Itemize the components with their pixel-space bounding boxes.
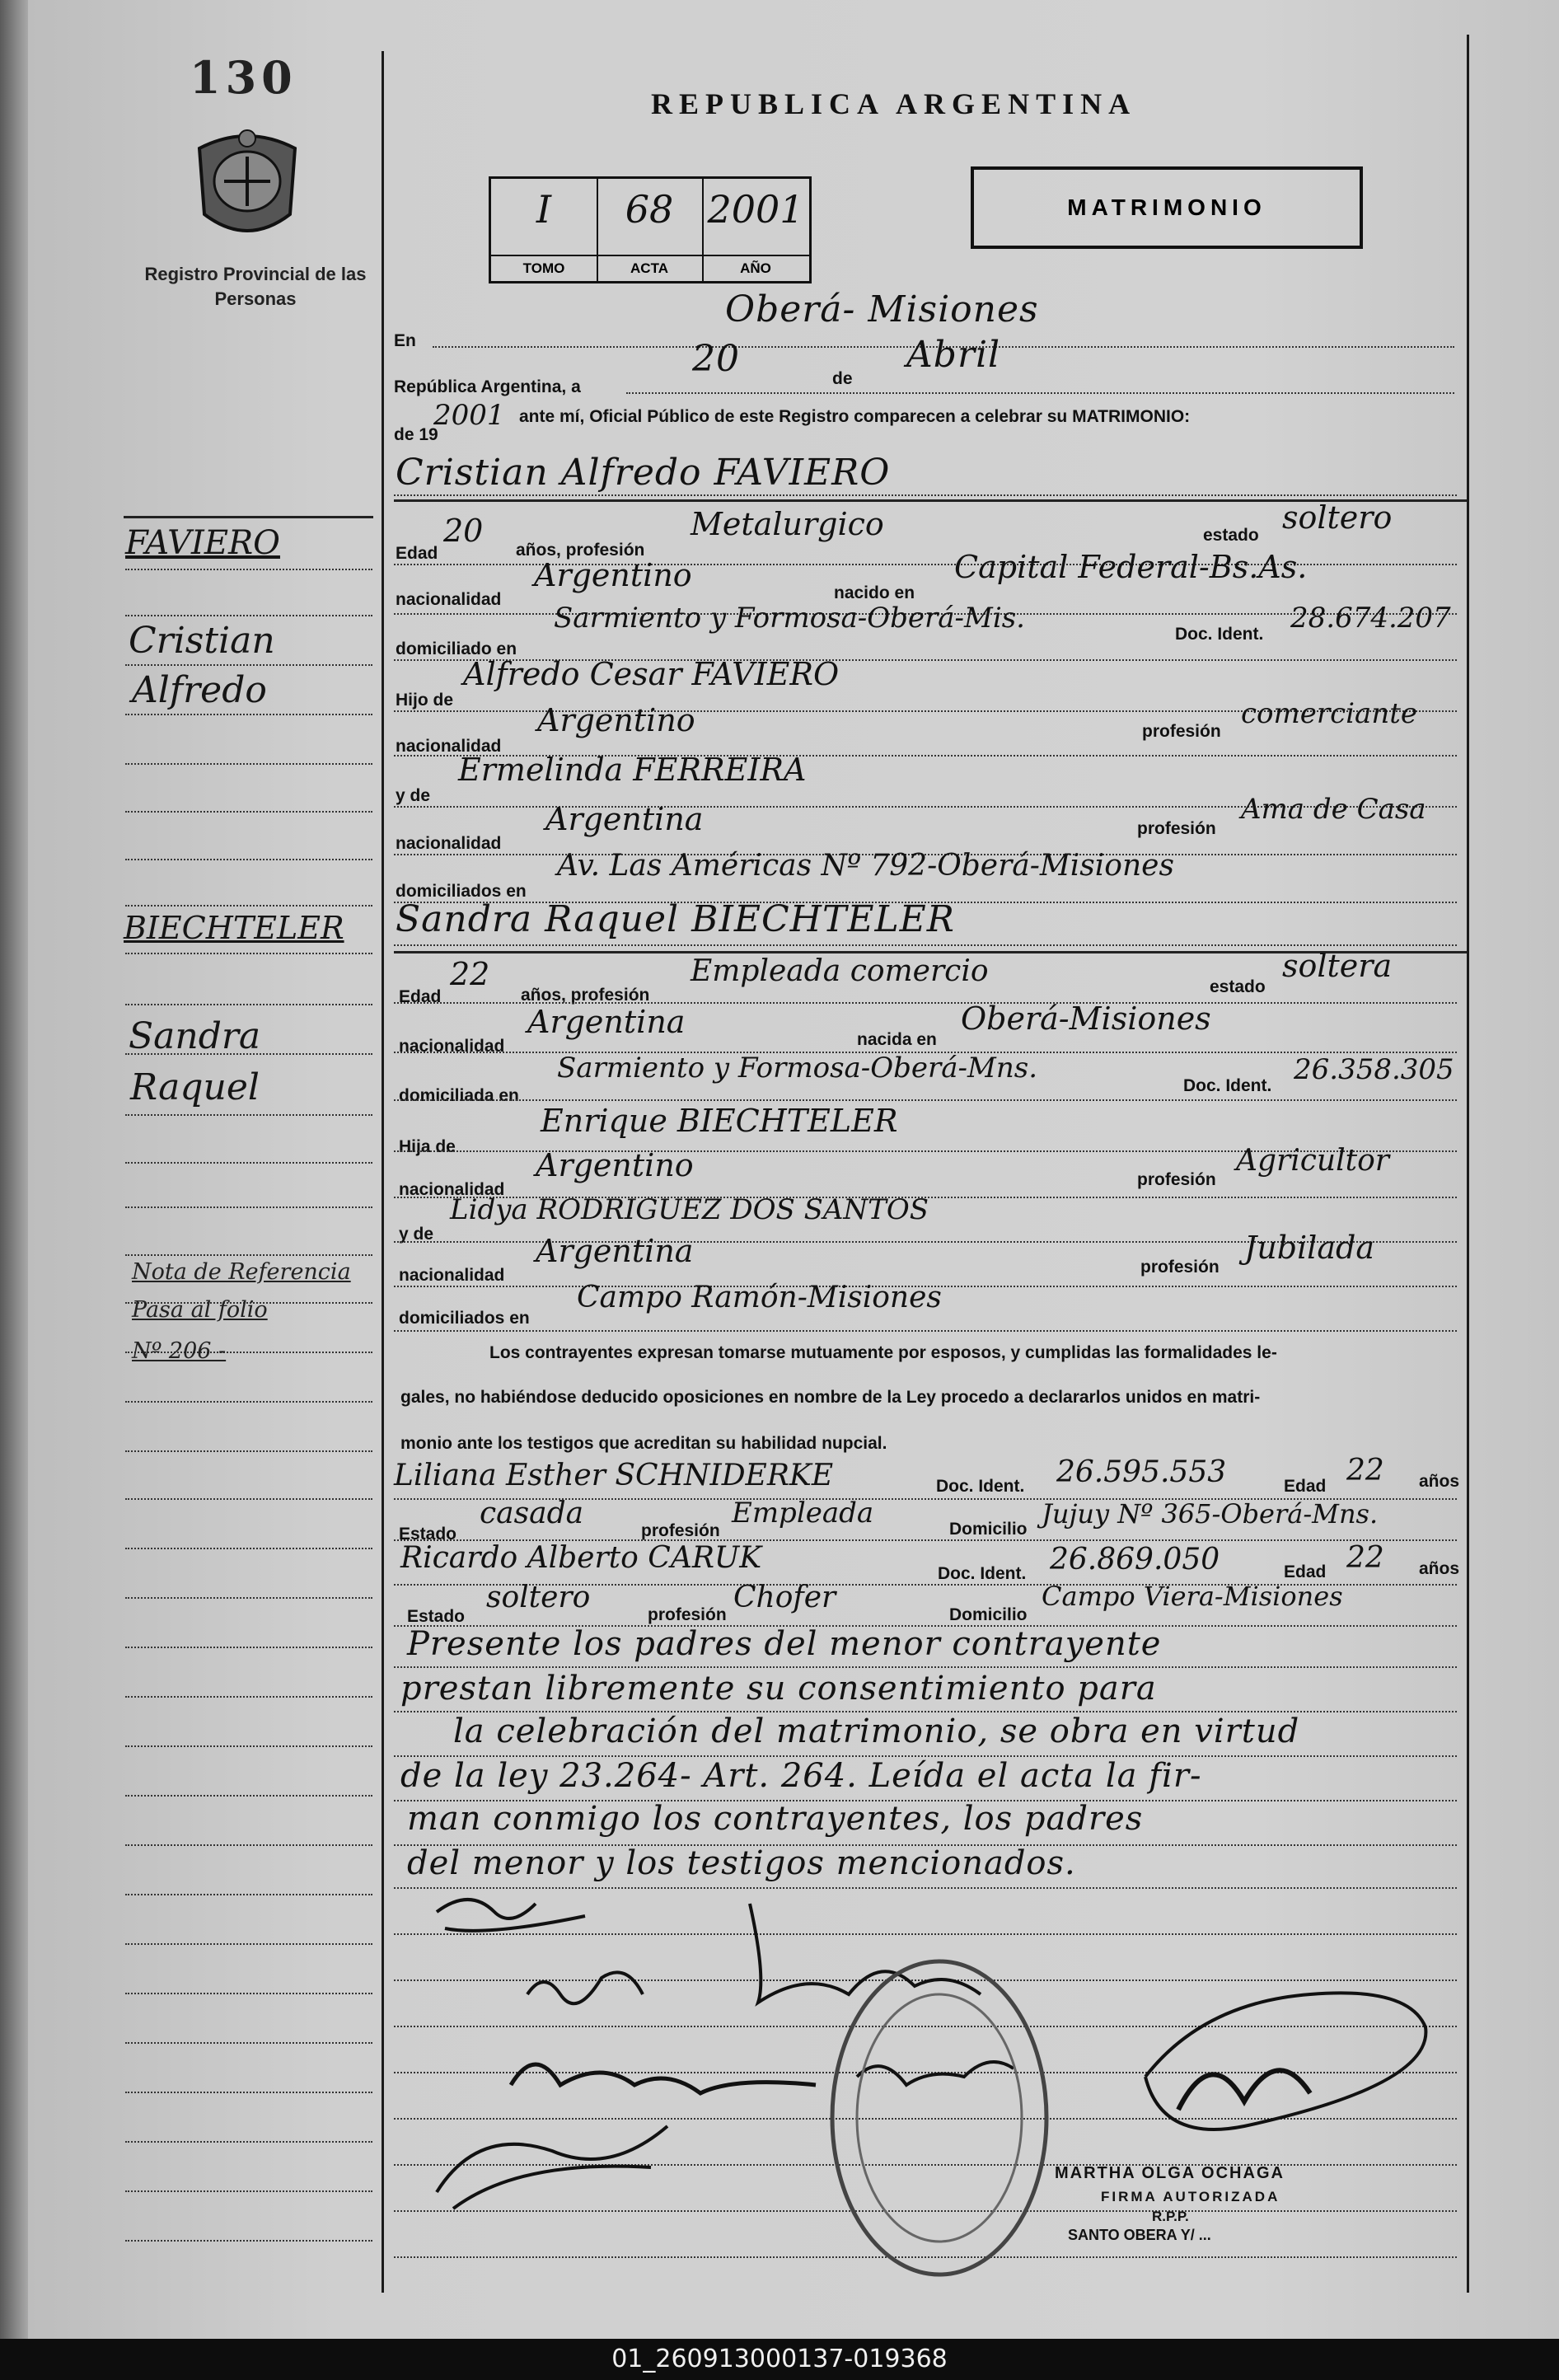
month-value: Abril — [906, 334, 1001, 376]
bride-parents-address-label: domiciliados en — [399, 1309, 530, 1328]
bride-age-label: Edad — [399, 987, 442, 1006]
margin-line — [125, 1450, 372, 1452]
margin-line — [125, 2240, 372, 2242]
en-label: En — [394, 331, 416, 350]
statement-line-1: Los contrayentes expresan tomarse mutuamente por esposos, y cumplidas las formalidades le- — [489, 1343, 1277, 1362]
witness1-anos-label: años — [1419, 1472, 1460, 1491]
groom-age-label: Edad — [396, 544, 438, 563]
margin-line — [125, 859, 372, 860]
margin-line — [125, 1206, 372, 1208]
witness2-doc-label: Doc. Ident. — [938, 1564, 1027, 1583]
bride-hija-label: Hija de — [399, 1137, 456, 1156]
groom-mother: Ermelinda FERREIRA — [458, 752, 807, 788]
groom-father-prof: comerciante — [1241, 697, 1417, 730]
witness1-age-label: Edad — [1284, 1477, 1327, 1496]
witness1-age: 22 — [1346, 1454, 1384, 1488]
groom-mother-prof-label: profesión — [1137, 819, 1216, 838]
margin-divider-line — [124, 516, 373, 518]
margin-line — [125, 1745, 372, 1747]
witness2-anos-label: años — [1419, 1559, 1460, 1578]
acta-cell — [597, 179, 704, 281]
margin-line — [125, 714, 372, 715]
bride-age: 22 — [450, 956, 490, 992]
bride-mother-prof: Jubilada — [1244, 1230, 1374, 1266]
note-line-2: prestan libremente su consentimiento para — [400, 1670, 1157, 1708]
note-line-6: del menor y los testigos mencionados. — [407, 1844, 1076, 1882]
official-name: MARTHA OLGA OCHAGA — [1055, 2164, 1285, 2182]
groom-estado-label: estado — [1203, 526, 1259, 545]
margin-line — [125, 1894, 372, 1895]
official-footer: SANTO OBERA Y/ ... — [1068, 2227, 1211, 2243]
bride-profession-label: años, profesión — [521, 986, 650, 1005]
witness2-prof-label: profesión — [648, 1605, 727, 1624]
dotted-line — [394, 494, 1457, 496]
margin-bride-given-2: Raquel — [130, 1066, 260, 1108]
groom-father-nat: Argentino — [537, 702, 695, 738]
margin-line — [125, 664, 372, 666]
note-line-5: man conmigo los contrayentes, los padres — [407, 1800, 1144, 1838]
anio-cell — [702, 179, 809, 281]
bride-birthplace: Oberá-Misiones — [961, 1000, 1211, 1037]
official-rpp: R.P.P. — [1152, 2209, 1189, 2224]
statement-line-2: gales, no habiéndose deducido oposiciones en nombre de la Ley procedo a declararlos unidos en matri- — [400, 1388, 1261, 1407]
margin-line — [125, 1498, 372, 1500]
witness2-doc: 26.869.050 — [1050, 1543, 1220, 1577]
groom-doc-label: Doc. Ident. — [1175, 625, 1264, 644]
dotted-line — [626, 392, 1454, 394]
groom-profession-label: años, profesión — [516, 541, 645, 560]
margin-divider — [382, 51, 384, 2293]
bride-father-nat: Argentino — [536, 1147, 694, 1183]
note-line-4: de la ley 23.264- Art. 264. Leída el acta la fir- — [400, 1757, 1202, 1795]
groom-father: Alfredo Cesar FAVIERO — [463, 656, 840, 692]
margin-line — [125, 1647, 372, 1648]
bride-born-label: nacida en — [857, 1030, 937, 1049]
day-value: 20 — [692, 338, 740, 380]
place-value: Oberá- Misiones — [725, 288, 1039, 330]
groom-nationality-label: nacionalidad — [396, 590, 502, 609]
witness2-name: Ricardo Alberto CARUK — [400, 1541, 762, 1575]
bride-estado: soltera — [1282, 948, 1393, 984]
bride-mother-prof-label: profesión — [1140, 1258, 1220, 1277]
acta-label: ACTA — [597, 255, 702, 281]
margin-groom-surname: FAVIERO — [125, 524, 280, 562]
statement-intro: ante mí, Oficial Público de este Registro comparecen a celebrar su MATRIMONIO: — [519, 407, 1191, 426]
groom-age: 20 — [443, 513, 484, 549]
witness1-doc: 26.595.553 — [1056, 1455, 1227, 1489]
witness1-doc-label: Doc. Ident. — [936, 1477, 1025, 1496]
bride-address: Sarmiento y Formosa-Oberá-Mns. — [557, 1052, 1038, 1085]
margin-line — [125, 2042, 372, 2044]
bride-father-prof: Agricultor — [1236, 1144, 1389, 1178]
groom-profession: Metalurgico — [691, 506, 884, 542]
groom-address-label: domiciliado en — [396, 640, 517, 658]
margin-line — [125, 2092, 372, 2093]
margin-groom-given-2: Alfredo — [132, 669, 267, 711]
margin-line — [125, 1943, 372, 1945]
statement-line-3: monio ante los testigos que acreditan su habilidad nupcial. — [400, 1434, 887, 1453]
anio-value: 2001 — [707, 187, 804, 232]
bride-yde-label: y de — [399, 1225, 434, 1244]
bride-doc-label: Doc. Ident. — [1183, 1076, 1272, 1095]
tomo-label: TOMO — [491, 255, 597, 281]
witness2-profession: Chofer — [733, 1581, 836, 1614]
groom-full-name: Cristian Alfredo FAVIERO — [396, 452, 891, 494]
bride-estado-label: estado — [1210, 977, 1266, 996]
margin-reference-line-3: Nº 206 - — [132, 1338, 227, 1364]
margin-line — [125, 1795, 372, 1797]
image-id-caption: 01_260913000137-019368 — [0, 2339, 1559, 2380]
note-line-3: la celebración del matrimonio, se obra en virtud — [453, 1712, 1300, 1750]
witness2-address: Campo Viera-Misiones — [1042, 1581, 1343, 1612]
margin-line — [125, 569, 372, 570]
bride-full-name: Sandra Raquel BIECHTELER — [396, 898, 955, 940]
bride-mother: Lidya RODRIGUEZ DOS SANTOS — [450, 1193, 929, 1226]
groom-father-nat-label: nacionalidad — [396, 737, 502, 756]
provincial-seal-icon — [191, 124, 303, 247]
dotted-line — [394, 944, 1457, 946]
witness1-dom-label: Domicilio — [949, 1520, 1028, 1539]
witness2-dom-label: Domicilio — [949, 1605, 1028, 1624]
witness1-prof-label: profesión — [641, 1521, 720, 1540]
margin-line — [125, 1597, 372, 1599]
document-title: REPUBLICA ARGENTINA — [651, 87, 1137, 120]
groom-address: Sarmiento y Formosa-Oberá-Mis. — [554, 602, 1025, 635]
witness1-address: Jujuy Nº 365-Oberá-Mns. — [1042, 1498, 1379, 1530]
groom-mother-prof: Ama de Casa — [1241, 793, 1426, 826]
dotted-line — [394, 1330, 1457, 1332]
witness1-estado-label: Estado — [399, 1525, 457, 1544]
registry-name: Registro Provincial de las Personas — [144, 264, 367, 309]
margin-line — [125, 905, 372, 907]
margin-line — [125, 615, 372, 616]
day-de-label: de — [832, 369, 853, 388]
tomo-value: I — [536, 187, 552, 232]
bride-nationality: Argentina — [527, 1004, 686, 1040]
witness2-estado: soltero — [486, 1581, 591, 1614]
witness1-estado: casada — [480, 1497, 584, 1530]
groom-estado: soltero — [1282, 499, 1393, 536]
groom-birthplace: Capital Federal-Bs.As. — [954, 549, 1308, 585]
margin-line — [125, 763, 372, 765]
margin-line — [125, 1401, 372, 1403]
margin-line — [125, 811, 372, 813]
dotted-line — [394, 1099, 1457, 1101]
margin-bride-given-1: Sandra — [129, 1015, 261, 1057]
bride-nationality-label: nacionalidad — [399, 1037, 505, 1056]
margin-line — [125, 1696, 372, 1698]
dotted-line — [394, 1666, 1457, 1668]
groom-yde-label: y de — [396, 786, 431, 805]
margin-line — [125, 1548, 372, 1549]
margin-line — [125, 1162, 372, 1164]
witness2-estado-label: Estado — [407, 1607, 466, 1626]
bride-father-prof-label: profesión — [1137, 1170, 1216, 1189]
margin-line — [125, 2141, 372, 2143]
bride-parents-address: Campo Ramón-Misiones — [577, 1281, 942, 1314]
margin-line — [125, 1004, 372, 1005]
margin-line — [125, 1844, 372, 1846]
record-number-box — [489, 176, 812, 283]
record-type-box: MATRIMONIO — [971, 166, 1363, 249]
bride-profession: Empleada comercio — [691, 954, 989, 988]
margin-reference-line-1: Nota de Referencia — [132, 1259, 351, 1285]
official-title: FIRMA AUTORIZADA — [1101, 2189, 1280, 2204]
groom-nationality: Argentino — [534, 557, 692, 593]
groom-mother-nat: Argentina — [545, 801, 704, 837]
groom-doc: 28.674.207 — [1290, 602, 1451, 635]
witness1-name: Liliana Esther SCHNIDERKE — [394, 1459, 834, 1492]
margin-groom-given-1: Cristian — [129, 620, 275, 662]
bride-mother-nat: Argentina — [536, 1233, 694, 1269]
groom-father-prof-label: profesión — [1142, 722, 1221, 741]
witness1-profession: Empleada — [732, 1497, 874, 1530]
year-value: 2001 — [433, 399, 505, 432]
groom-mother-nat-label: nacionalidad — [396, 834, 502, 853]
year-prefix-label: de 19 — [394, 425, 438, 444]
witness2-age: 22 — [1346, 1541, 1384, 1575]
margin-line — [125, 1254, 372, 1256]
acta-value: 68 — [625, 187, 674, 232]
bride-father: Enrique BIECHTELER — [541, 1103, 898, 1139]
margin-line — [125, 2190, 372, 2192]
signatures-block — [420, 1879, 1491, 2291]
margin-reference-line-2: Pasa al folio — [132, 1297, 268, 1323]
republica-label: República Argentina, a — [394, 377, 581, 396]
groom-parents-address-label: domiciliados en — [396, 882, 527, 901]
bride-address-label: domiciliada en — [399, 1086, 519, 1105]
groom-born-label: nacido en — [834, 583, 915, 602]
margin-bride-surname: BIECHTELER — [124, 910, 344, 946]
margin-line — [125, 1993, 372, 1994]
margin-line — [125, 1114, 372, 1116]
bride-doc: 26.358.305 — [1294, 1053, 1454, 1086]
tomo-cell — [491, 179, 598, 281]
groom-hijo-label: Hijo de — [396, 691, 454, 710]
binding-edge — [0, 0, 28, 2339]
folio-number: 130 — [190, 51, 297, 104]
margin-line — [125, 953, 372, 954]
groom-parents-address: Av. Las Américas Nº 792-Oberá-Misiones — [557, 849, 1174, 883]
bride-father-nat-label: nacionalidad — [399, 1180, 505, 1199]
anio-label: AÑO — [702, 255, 809, 281]
witness2-age-label: Edad — [1284, 1562, 1327, 1581]
bride-mother-nat-label: nacionalidad — [399, 1266, 505, 1285]
note-line-1: Presente los padres del menor contrayente — [407, 1625, 1162, 1663]
